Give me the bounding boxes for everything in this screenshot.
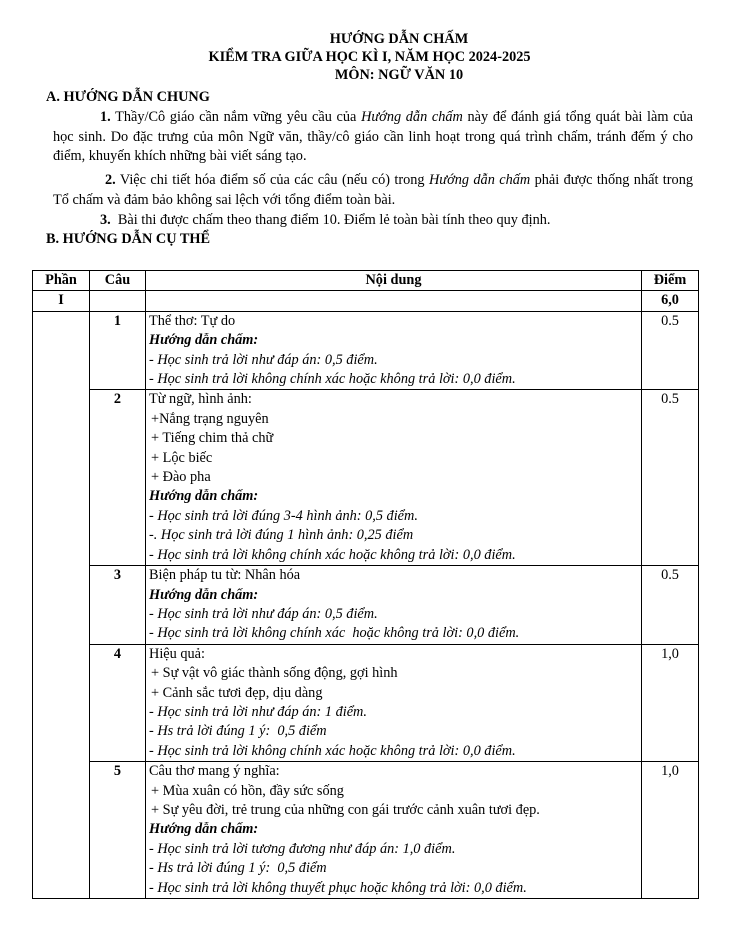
guideline-1-text-a: Thầy/Cô giáo cần nắm vững yêu cầu của	[110, 109, 362, 125]
general-guideline-3	[100, 211, 700, 231]
answer-line: Biện pháp tu từ: Nhân hóa	[149, 567, 301, 584]
guideline-1-number: 1.	[100, 109, 111, 125]
guide-label: Hướng dẫn chấm:	[149, 586, 259, 603]
guide-line: - Học sinh trả lời không chính xác hoặc không trả lời: 0,0 điểm.	[149, 625, 520, 642]
guideline-1-text-b: này để đánh giá tổng quát bài làm của học sinh. Do đặc trưng của môn Ngữ văn, thầy/cô giáo cần linh hoạt trong quá trình chấm, tránh đếm ý cho điểm, khuyến khích những bài viết sáng tạo.	[53, 109, 693, 164]
answer-line: Câu thơ mang ý nghĩa:	[149, 763, 280, 780]
question-number: 1	[90, 311, 146, 390]
table-header-row	[33, 271, 699, 291]
guide-line: - Học sinh trả lời như đáp án: 0,5 điểm.	[149, 351, 378, 368]
doc-subtitle-subject: MÔN: NGỮ VĂN 10	[334, 67, 464, 83]
part-merged-cell	[33, 311, 90, 898]
answer-item: + Cảnh sắc tươi đẹp, dịu dàng	[151, 684, 323, 701]
guideline-2-number: 2.	[105, 172, 116, 188]
question-content	[146, 762, 642, 899]
doc-subtitle-exam: KIỂM TRA GIỮA HỌC KÌ I, NĂM HỌC 2024-2025	[208, 49, 531, 65]
guide-line: - Học sinh trả lời không chính xác hoặc không trả lời: 0,0 điểm.	[149, 371, 516, 388]
header-part: Phần	[33, 271, 90, 291]
part-empty-question	[90, 291, 146, 311]
guide-line: - Hs trả lời đúng 1 ý: 0,5 điểm	[149, 723, 327, 740]
question-number: 2	[90, 390, 146, 566]
guide-line: - Học sinh trả lời không thuyết phục hoặc không trả lời: 0,0 điểm.	[149, 879, 527, 896]
table-row	[33, 644, 699, 761]
question-content	[146, 644, 642, 761]
table-row	[33, 566, 699, 645]
header-question: Câu	[90, 271, 146, 291]
grading-table	[32, 270, 699, 899]
guideline-2-text-b: phải được thống nhất trong Tổ chấm và đảm bảo không sai lệch với tổng điểm toàn bài.	[53, 172, 693, 208]
guideline-2-text-a: Việc chi tiết hóa điểm số của các câu (nếu có) trong	[115, 172, 429, 188]
answer-line: Từ ngữ, hình ảnh:	[149, 391, 252, 408]
question-number: 5	[90, 762, 146, 899]
table-row	[33, 390, 699, 566]
guide-label: Hướng dẫn chấm:	[149, 821, 259, 838]
table-row	[33, 762, 699, 899]
answer-line: Hiệu quả:	[149, 645, 205, 662]
guide-line: - Học sinh trả lời không chính xác hoặc không trả lời: 0,0 điểm.	[149, 742, 516, 759]
guide-line: - Hs trả lời đúng 1 ý: 0,5 điểm	[149, 860, 327, 877]
guideline-1-emphasis: Hướng dẫn chấm	[361, 109, 463, 125]
guideline-3-text: Bài thi được chấm theo thang điểm 10. Điểm lẻ toàn bài tính theo quy định.	[110, 212, 551, 228]
doc-title: HƯỚNG DẪN CHẤM	[329, 31, 469, 47]
guideline-3-number: 3.	[100, 212, 111, 228]
question-number: 4	[90, 644, 146, 761]
part-row	[33, 291, 699, 311]
answer-item: + Sự vật vô giác thành sống động, gợi hình	[151, 665, 398, 682]
question-number: 3	[90, 566, 146, 645]
guide-line: - Học sinh trả lời tương đương như đáp án: 1,0 điểm.	[149, 840, 456, 857]
answer-line: Thể thơ: Tự do	[149, 312, 236, 329]
general-guideline-1	[53, 108, 693, 167]
question-score: 1,0	[642, 762, 699, 899]
question-score: 1,0	[642, 644, 699, 761]
guideline-2-emphasis: Hướng dẫn chấm	[428, 172, 531, 188]
general-guideline-2	[53, 171, 693, 210]
guide-line: - Học sinh trả lời không chính xác hoặc không trả lời: 0,0 điểm.	[149, 546, 516, 563]
guide-line: - Học sinh trả lời như đáp án: 0,5 điểm.	[149, 605, 378, 622]
section-b-heading: B. HƯỚNG DẪN CỤ THỂ	[46, 231, 211, 247]
question-content	[146, 566, 642, 645]
header-score: Điểm	[642, 271, 699, 291]
question-score: 0.5	[642, 390, 699, 566]
question-score: 0.5	[642, 311, 699, 390]
answer-item: +Nắng trạng nguyên	[151, 410, 269, 427]
answer-item: + Tiếng chim thả chữ	[151, 430, 274, 447]
part-label: I	[33, 291, 90, 311]
header-content: Nội dung	[146, 271, 642, 291]
answer-item: + Mùa xuân có hồn, đầy sức sống	[151, 782, 344, 799]
guide-label: Hướng dẫn chấm:	[149, 332, 259, 349]
question-content	[146, 390, 642, 566]
answer-item: + Sự yêu đời, trẻ trung của những con gái trước cảnh xuân tươi đẹp.	[151, 801, 540, 818]
question-content	[146, 311, 642, 390]
table-row	[33, 311, 699, 390]
part-empty-content	[146, 291, 642, 311]
part-score: 6,0	[642, 291, 699, 311]
question-score: 0.5	[642, 566, 699, 645]
guide-label: Hướng dẫn chấm:	[149, 488, 259, 505]
guide-line: - Học sinh trả lời như đáp án: 1 điểm.	[149, 703, 367, 720]
section-a-heading: A. HƯỚNG DẪN CHUNG	[46, 89, 210, 105]
answer-item: + Đào pha	[151, 469, 211, 486]
guide-line: - Học sinh trả lời đúng 3-4 hình ảnh: 0,5 điểm.	[149, 507, 418, 524]
answer-item: + Lộc biếc	[151, 449, 213, 466]
guide-line: -. Học sinh trả lời đúng 1 hình ảnh: 0,25 điểm	[149, 527, 414, 544]
